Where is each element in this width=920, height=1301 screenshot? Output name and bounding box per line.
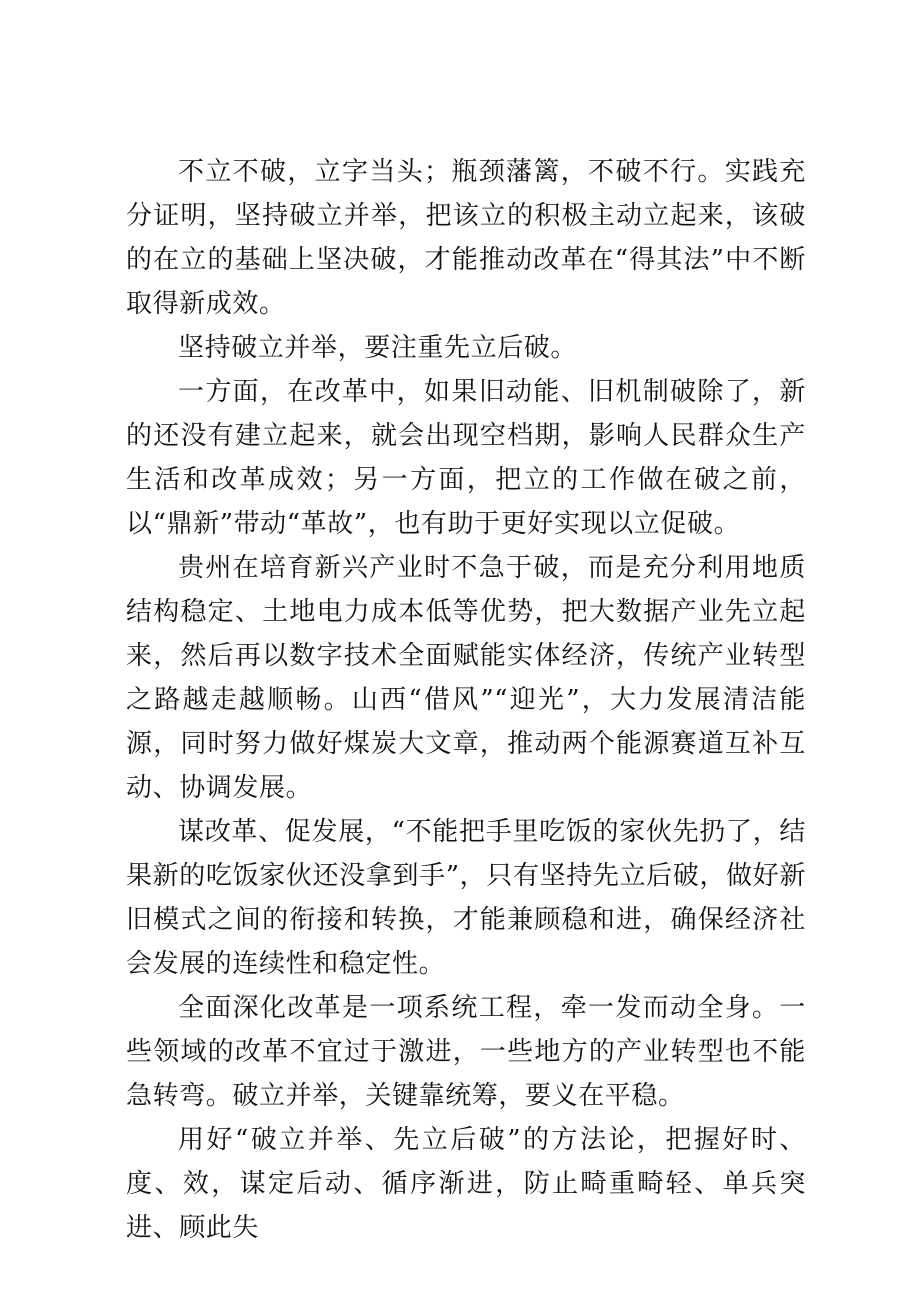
paragraph-7: 用好“破立并举、先立后破”的方法论，把握好时、度、效，谋定后动、循序渐进，防止畸重畸轻、单兵突进、顾此失 — [126, 1125, 806, 1243]
paragraph-1: 不立不破，立字当头；瓶颈藩篱，不破不行。实践充分证明，坚持破立并举，把该立的积极主动立起来，该破的在立的基础上坚决破，才能推动改革在“得其法”中不断取得新成效。 — [126, 157, 806, 319]
document-body — [126, 150, 806, 1250]
paragraph-2: 坚持破立并举，要注重先立后破。 — [178, 333, 578, 363]
paragraph-4: 贵州在培育新兴产业时不急于破，而是充分利用地质结构稳定、土地电力成本低等优势，把大数据产业先立起来，然后再以数字技术全面赋能实体经济，传统产业转型之路越走越顺畅。山西“借风”“迎光”，大力发展清洁能源，同时努力做好煤炭大文章，推动两个能源赛道互补互动、协调发展。 — [126, 553, 806, 803]
paragraph-5: 谋改革、促发展，“不能把手里吃饭的家伙先扔了，结果新的吃饭家伙还没拿到手”，只有坚持先立后破，做好新旧模式之间的衔接和转换，才能兼顾稳和进，确保经济社会发展的连续性和稳定性。 — [126, 817, 806, 979]
paragraph-3: 一方面，在改革中，如果旧动能、旧机制破除了，新的还没有建立起来，就会出现空档期，影响人民群众生产生活和改革成效；另一方面，把立的工作做在破之前，以“鼎新”带动“革故”，也有助于更好实现以立促破。 — [126, 377, 806, 539]
paragraph-6: 全面深化改革是一项系统工程，牵一发而动全身。一些领域的改革不宜过于激进，一些地方的产业转型也不能急转弯。破立并举，关键靠统筹，要义在平稳。 — [126, 993, 806, 1111]
